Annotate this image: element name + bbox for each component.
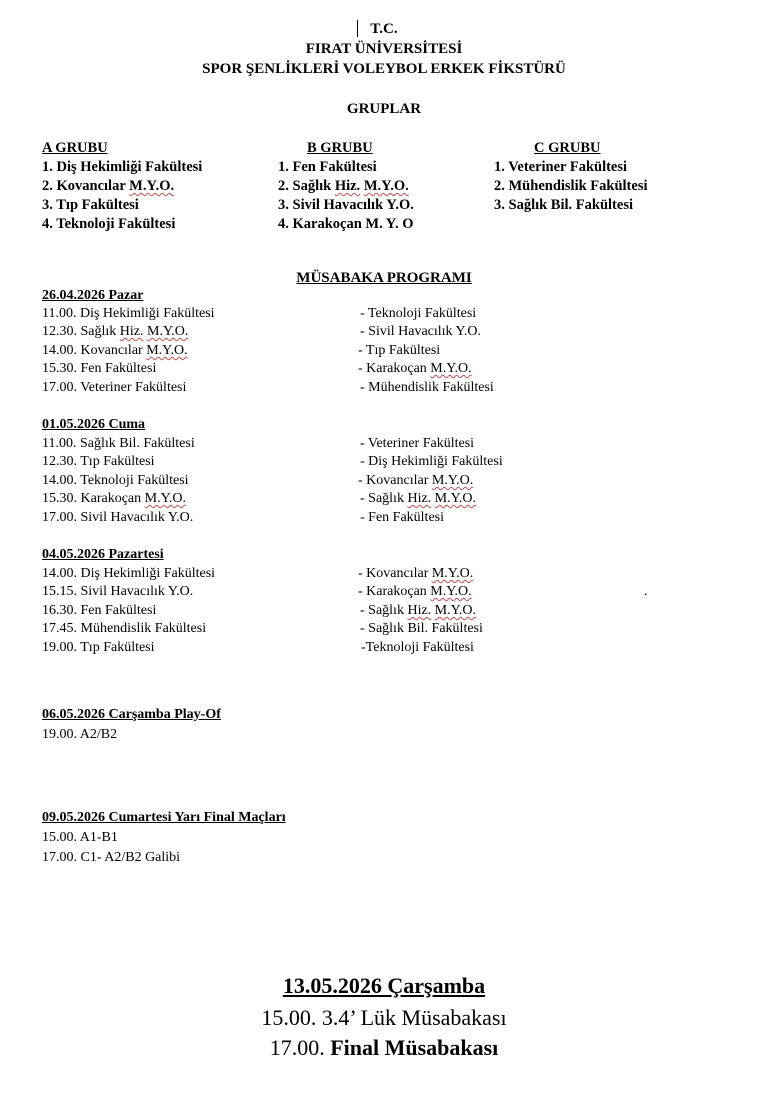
day-1-match-3-away: - Tıp Fakültesi: [358, 343, 441, 358]
day-3-date: 04.05.2026 Pazartesi: [42, 547, 164, 562]
spellcheck-underline: M.Y.O.: [147, 324, 189, 339]
day-3-match-5-away: -Teknoloji Fakültesi: [361, 640, 474, 655]
day-2-match-2-away: - Diş Hekimliği Fakültesi: [360, 454, 503, 469]
semifinal-match-1: 15.00. A1-B1: [42, 830, 118, 845]
group-a-title: A GRUBU: [42, 140, 108, 156]
group-b-team-3: 3. Sivil Havacılık Y.O.: [278, 197, 414, 213]
day-3-match-5-home: 19.00. Tıp Fakültesi: [42, 640, 155, 655]
day-1-match-4-away: - Karakoçan M.Y.O.: [358, 361, 472, 376]
day-2-match-4-away: - Sağlık Hiz. M.Y.O.: [360, 491, 477, 506]
day-3-match-3-home: 16.30. Fen Fakültesi: [42, 603, 157, 618]
day-3-match-1-home: 14.00. Diş Hekimliği Fakültesi: [42, 566, 216, 581]
spellcheck-underline: M.Y.O.: [146, 343, 188, 358]
group-c-team-2: 2. Mühendislik Fakültesi: [494, 178, 648, 194]
group-b-team-1: 1. Fen Fakültesi: [278, 159, 377, 175]
day-3-match-2-home: 15.15. Sivil Havacılık Y.O.: [42, 584, 194, 599]
group-c-team-1: 1. Veteriner Fakültesi: [494, 159, 628, 175]
day-2-match-2-home: 12.30. Tıp Fakültesi: [42, 454, 155, 469]
group-a-team-2: 2. Kovancılar M.Y.O.: [42, 178, 175, 194]
day-1-match-4-home: 15.30. Fen Fakültesi: [42, 361, 157, 376]
day-2-match-3-away: - Kovancılar M.Y.O.: [358, 473, 474, 488]
group-b-team-4: 4. Karakoçan M. Y. O: [278, 216, 414, 232]
spellcheck-underline: M.Y.O.: [434, 603, 477, 618]
playoff-match: 19.00. A2/B2: [42, 727, 118, 742]
spellcheck-underline: M.Y.O.: [363, 178, 409, 194]
day-3-match-1-away: - Kovancılar M.Y.O.: [358, 566, 474, 581]
group-a-team-1: 1. Diş Hekimliği Fakültesi: [42, 159, 203, 175]
group-c-team-3: 3. Sağlık Bil. Fakültesi: [494, 197, 633, 213]
playoff-date: 06.05.2026 Carşamba Play-Of: [42, 707, 221, 722]
day-3-match-4-away: - Sağlık Bil. Fakültesi: [360, 621, 483, 636]
day-2-match-5-away: - Fen Fakültesi: [360, 510, 444, 525]
spellcheck-underline: Hiz.: [407, 491, 432, 506]
spellcheck-underline: Hiz.: [407, 603, 432, 618]
group-b-team-2: 2. Sağlık Hiz. M.Y.O.: [278, 178, 409, 194]
day-1-match-1-away: - Teknoloji Fakültesi: [360, 306, 477, 321]
day-2-match-4-home: 15.30. Karakoçan M.Y.O.: [42, 491, 187, 506]
program-title: MÜSABAKA PROGRAMI: [296, 270, 472, 286]
spellcheck-underline: M.Y.O.: [129, 178, 175, 194]
day-1-match-5-away: - Mühendislik Fakültesi: [360, 380, 494, 395]
final-match-2: [0, 1033, 768, 1063]
day-2-match-1-home: 11.00. Sağlık Bil. Fakültesi: [42, 436, 195, 451]
spellcheck-underline: Hiz.: [119, 324, 144, 339]
spellcheck-underline: Hiz.: [334, 178, 361, 194]
day-1-date: 26.04.2026 Pazar: [42, 288, 144, 303]
stray-mark: .: [644, 584, 648, 599]
day-3-match-4-home: 17.45. Mühendislik Fakültesi: [42, 621, 207, 636]
spellcheck-underline: M.Y.O.: [431, 473, 474, 488]
group-a-team-4: 4. Teknoloji Fakültesi: [42, 216, 176, 232]
group-b-title: B GRUBU: [307, 140, 373, 156]
group-c-title: C GRUBU: [534, 140, 601, 156]
day-1-match-2-away: - Sivil Havacılık Y.O.: [360, 324, 481, 339]
day-1-match-1-home: 11.00. Diş Hekimliği Fakültesi: [42, 306, 215, 321]
spellcheck-underline: M.Y.O.: [430, 361, 472, 376]
header-title: SPOR ŞENLİKLERİ VOLEYBOL ERKEK FİKSTÜRÜ: [202, 61, 566, 77]
semifinal-match-2: 17.00. C1- A2/B2 Galibi: [42, 850, 181, 865]
day-2-date: 01.05.2026 Cuma: [42, 417, 146, 432]
final-match-2-label: Final Müsabakası: [330, 1035, 499, 1060]
final-match-1: 15.00. 3.4’ Lük Müsabakası: [261, 1005, 507, 1030]
day-1-match-5-home: 17.00. Veteriner Fakültesi: [42, 380, 187, 395]
header-tc: T.C.: [370, 21, 398, 37]
day-2-match-3-home: 14.00. Teknoloji Fakültesi: [42, 473, 189, 488]
final-date: 13.05.2026 Çarşamba: [282, 973, 486, 998]
day-1-match-3-home: 14.00. Kovancılar M.Y.O.: [42, 343, 188, 358]
group-a-team-3: 3. Tıp Fakültesi: [42, 197, 139, 213]
text-cursor: [357, 20, 358, 37]
spellcheck-underline: M.Y.O.: [431, 566, 474, 581]
semifinal-date: 09.05.2026 Cumartesi Yarı Final Maçları: [42, 810, 286, 825]
final-match-2-time: 17.00.: [269, 1035, 325, 1060]
spellcheck-underline: M.Y.O.: [430, 584, 472, 599]
spellcheck-underline: M.Y.O.: [434, 491, 477, 506]
day-1-match-2-home: 12.30. Sağlık Hiz. M.Y.O.: [42, 324, 189, 339]
day-2-match-1-away: - Veteriner Fakültesi: [360, 436, 475, 451]
day-3-match-2-away: - Karakoçan M.Y.O.: [358, 584, 472, 599]
groups-title: GRUPLAR: [346, 101, 422, 117]
header-university: FIRAT ÜNİVERSİTESİ: [305, 41, 463, 57]
spellcheck-underline: M.Y.O.: [144, 491, 187, 506]
day-2-match-5-home: 17.00. Sivil Havacılık Y.O.: [42, 510, 194, 525]
day-3-match-3-away: - Sağlık Hiz. M.Y.O.: [360, 603, 477, 618]
